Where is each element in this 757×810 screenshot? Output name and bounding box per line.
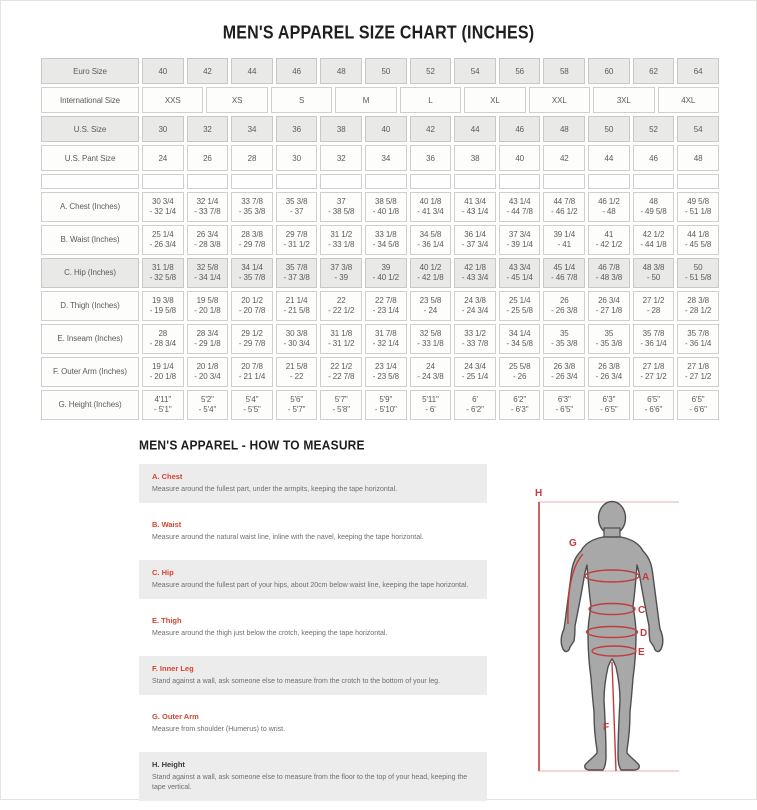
size-range-cell: 26 3/8 - 26 3/4 [543, 357, 585, 387]
row-label: G. Height (Inches) [41, 390, 139, 420]
size-input-cell[interactable] [365, 174, 407, 189]
size-cell: XS [206, 87, 267, 113]
size-cell: 26 [187, 145, 229, 171]
size-range-cell: 44 1/8 - 45 5/8 [677, 225, 719, 255]
size-input-cell[interactable] [588, 174, 630, 189]
size-cell: 36 [410, 145, 452, 171]
size-range-cell: 6' - 6'2" [454, 390, 496, 420]
size-input-cell[interactable] [454, 174, 496, 189]
size-range-cell: 25 1/4 - 26 3/4 [142, 225, 184, 255]
table-row [41, 145, 719, 171]
size-cell: 62 [633, 58, 675, 84]
size-range-cell: 44 7/8 - 46 1/2 [543, 192, 585, 222]
size-cell: 42 [187, 58, 229, 84]
size-range-cell: 33 7/8 - 35 3/8 [231, 192, 273, 222]
figure-label-g: G [568, 538, 577, 549]
figure-label-f: F [602, 722, 609, 733]
row-label: U.S. Size [41, 116, 139, 142]
size-cell: 28 [231, 145, 273, 171]
size-cell: XXS [142, 87, 203, 113]
table-row [41, 324, 719, 354]
row-label: A. Chest (Inches) [41, 192, 139, 222]
size-cell: 30 [142, 116, 184, 142]
size-table [41, 58, 719, 420]
size-range-cell: 6'5" - 6'6" [633, 390, 675, 420]
size-cell: 48 [677, 145, 719, 171]
size-input-cell[interactable] [142, 174, 184, 189]
size-cell: S [271, 87, 332, 113]
size-input-cell[interactable] [633, 174, 675, 189]
size-cell: 58 [543, 58, 585, 84]
size-cell: 3XL [593, 87, 654, 113]
size-range-cell: 35 7/8 - 36 1/4 [633, 324, 675, 354]
size-range-cell: 26 3/4 - 27 1/8 [588, 291, 630, 321]
size-range-cell: 22 - 22 1/2 [320, 291, 362, 321]
figure-wrap [487, 464, 716, 810]
measure-section-text: Measure around the natural waist line, inline with the navel, keeping the tape horizontal. [152, 534, 424, 541]
size-cell: 54 [454, 58, 496, 84]
size-range-cell: 6'3" - 6'5" [543, 390, 585, 420]
row-label: E. Inseam (Inches) [41, 324, 139, 354]
size-range-cell: 40 1/8 - 41 3/4 [410, 192, 452, 222]
measure-section-heading: F. Inner Leg [152, 664, 194, 673]
size-cell: 38 [320, 116, 362, 142]
size-range-cell: 23 5/8 - 24 [410, 291, 452, 321]
size-cell: 24 [142, 145, 184, 171]
size-range-cell: 48 - 49 5/8 [633, 192, 675, 222]
size-range-cell: 28 - 28 3/4 [142, 324, 184, 354]
size-range-cell: 5'4" - 5'5" [231, 390, 273, 420]
size-input-cell[interactable] [543, 174, 585, 189]
size-cell: 34 [231, 116, 273, 142]
size-cell: 48 [320, 58, 362, 84]
measure-title: MEN'S APPAREL - HOW TO MEASURE [139, 437, 365, 453]
table-row [41, 225, 719, 255]
size-cell: 30 [276, 145, 318, 171]
size-range-cell: 26 3/8 - 26 3/4 [588, 357, 630, 387]
measure-section-heading: H. Height [152, 760, 185, 769]
size-range-cell: 32 5/8 - 34 1/4 [187, 258, 229, 288]
size-cell: 46 [633, 145, 675, 171]
size-range-cell: 22 7/8 - 23 1/4 [365, 291, 407, 321]
size-range-cell: 25 1/4 - 25 5/8 [499, 291, 541, 321]
size-range-cell: 46 1/2 - 48 [588, 192, 630, 222]
size-range-cell: 24 - 24 3/8 [410, 357, 452, 387]
size-cell: 4XL [658, 87, 719, 113]
size-range-cell: 35 - 35 3/8 [543, 324, 585, 354]
size-cell: 60 [588, 58, 630, 84]
size-range-cell: 4'11" - 5'1" [142, 390, 184, 420]
size-range-cell: 40 1/2 - 42 1/8 [410, 258, 452, 288]
table-row [41, 192, 719, 222]
size-range-cell: 27 1/2 - 28 [633, 291, 675, 321]
size-range-cell: 28 3/4 - 29 1/8 [187, 324, 229, 354]
size-range-cell: 39 - 40 1/2 [365, 258, 407, 288]
size-input-cell[interactable] [320, 174, 362, 189]
size-range-cell: 6'2" - 6'3" [499, 390, 541, 420]
size-range-cell: 23 1/4 - 23 5/8 [365, 357, 407, 387]
size-cell: 50 [365, 58, 407, 84]
size-range-cell: 37 3/8 - 39 [320, 258, 362, 288]
size-cell: 40 [499, 145, 541, 171]
table-row [41, 357, 719, 387]
size-input-cell[interactable] [677, 174, 719, 189]
size-range-cell: 6'3" - 6'5" [588, 390, 630, 420]
measure-section-heading: G. Outer Arm [152, 712, 199, 721]
size-range-cell: 5'7" - 5'8" [320, 390, 362, 420]
measure-section-heading: A. Chest [152, 472, 183, 481]
size-cell: 32 [187, 116, 229, 142]
measure-section-text: Measure from shoulder (Humerus) to wrist. [152, 726, 286, 733]
size-range-cell: 6'5" - 6'6" [677, 390, 719, 420]
size-range-cell: 35 7/8 - 37 3/8 [276, 258, 318, 288]
size-cell: 42 [410, 116, 452, 142]
size-range-cell: 31 1/8 - 31 1/2 [320, 324, 362, 354]
size-range-cell: 33 1/2 - 33 7/8 [454, 324, 496, 354]
size-range-cell: 38 5/8 - 40 1/8 [365, 192, 407, 222]
size-range-cell: 19 5/8 - 20 1/8 [187, 291, 229, 321]
measure-section-heading: B. Waist [152, 520, 182, 529]
size-range-cell: 30 3/4 - 32 1/4 [142, 192, 184, 222]
size-range-cell: 21 5/8 - 22 [276, 357, 318, 387]
size-range-cell: 35 3/8 - 37 [276, 192, 318, 222]
size-range-cell: 5'11" - 6' [410, 390, 452, 420]
measure-section-text: Measure around the fullest part, under the armpits, keeping the tape horizontal. [152, 486, 398, 493]
size-range-cell: 29 7/8 - 31 1/2 [276, 225, 318, 255]
size-range-cell: 28 3/8 - 28 1/2 [677, 291, 719, 321]
size-range-cell: 21 1/4 - 21 5/8 [276, 291, 318, 321]
figure-label-e: E [637, 647, 645, 658]
size-cell: 44 [454, 116, 496, 142]
size-range-cell: 37 - 38 5/8 [320, 192, 362, 222]
size-range-cell: 20 1/2 - 20 7/8 [231, 291, 273, 321]
measure-section-text: Stand against a wall, ask someone else to measure from the crotch to the bottom of your leg. [152, 678, 440, 685]
size-cell: 50 [588, 116, 630, 142]
size-cell: 44 [231, 58, 273, 84]
size-range-cell: 36 1/4 - 37 3/4 [454, 225, 496, 255]
size-cell: 32 [320, 145, 362, 171]
measure-section [139, 512, 487, 551]
size-cell: 42 [543, 145, 585, 171]
size-range-cell: 35 7/8 - 36 1/4 [677, 324, 719, 354]
size-range-cell: 34 1/4 - 35 7/8 [231, 258, 273, 288]
size-range-cell: 50 - 51 5/8 [677, 258, 719, 288]
size-range-cell: 46 7/8 - 48 3/8 [588, 258, 630, 288]
size-range-cell: 26 - 26 3/8 [543, 291, 585, 321]
table-row [41, 87, 719, 113]
size-range-cell: 33 1/8 - 34 5/8 [365, 225, 407, 255]
row-label: B. Waist (Inches) [41, 225, 139, 255]
row-label: International Size [41, 87, 139, 113]
measure-section [139, 656, 487, 695]
size-cell: 48 [543, 116, 585, 142]
size-range-cell: 31 7/8 - 32 1/4 [365, 324, 407, 354]
figure-label-h: H [534, 488, 542, 499]
row-label [41, 174, 139, 189]
size-cell: 56 [499, 58, 541, 84]
figure-label-c: C [637, 605, 645, 616]
size-cell: 52 [410, 58, 452, 84]
measure-section-heading: E. Thigh [152, 616, 182, 625]
size-input-cell[interactable] [410, 174, 452, 189]
size-range-cell: 34 1/4 - 34 5/8 [499, 324, 541, 354]
size-range-cell: 20 1/8 - 20 3/4 [187, 357, 229, 387]
table-row [41, 58, 719, 84]
figure-label-d: D [639, 628, 647, 639]
size-range-cell: 34 5/8 - 36 1/4 [410, 225, 452, 255]
size-range-cell: 42 1/8 - 43 3/4 [454, 258, 496, 288]
table-row [41, 390, 719, 420]
size-cell: L [400, 87, 461, 113]
measure-section-heading: C. Hip [152, 568, 174, 577]
measure-sections [139, 464, 487, 810]
table-row [41, 116, 719, 142]
size-range-cell: 41 3/4 - 43 1/4 [454, 192, 496, 222]
size-range-cell: 26 3/4 - 28 3/8 [187, 225, 229, 255]
size-input-cell[interactable] [187, 174, 229, 189]
size-range-cell: 49 5/8 - 51 1/8 [677, 192, 719, 222]
size-cell: 46 [499, 116, 541, 142]
size-range-cell: 29 1/2 - 29 7/8 [231, 324, 273, 354]
size-cell: 40 [365, 116, 407, 142]
row-label: C. Hip (Inches) [41, 258, 139, 288]
size-range-cell: 41 - 42 1/2 [588, 225, 630, 255]
size-range-cell: 32 5/8 - 33 1/8 [410, 324, 452, 354]
table-row [41, 174, 719, 189]
size-range-cell: 24 3/4 - 25 1/4 [454, 357, 496, 387]
measure-section-text: Measure around the fullest part of your hips, about 20cm below waist line, keeping the tape horizontal. [152, 582, 469, 589]
inner-leg-measure-line [612, 662, 616, 771]
body-measurement-figure [517, 466, 687, 806]
size-range-cell: 43 1/4 - 44 7/8 [499, 192, 541, 222]
size-input-cell[interactable] [499, 174, 541, 189]
size-range-cell: 37 3/4 - 39 1/4 [499, 225, 541, 255]
row-label: Euro Size [41, 58, 139, 84]
size-cell: 52 [633, 116, 675, 142]
measure-section [139, 752, 487, 801]
size-range-cell: 32 1/4 - 33 7/8 [187, 192, 229, 222]
chart-title: MEN'S APPAREL SIZE CHART (INCHES) [222, 23, 535, 44]
size-range-cell: 5'2" - 5'4" [187, 390, 229, 420]
size-cell: M [335, 87, 396, 113]
size-input-cell[interactable] [276, 174, 318, 189]
figure-label-a: A [641, 572, 649, 583]
measure-section-text: Measure around the thigh just below the crotch, keeping the tape horizontal. [152, 630, 388, 637]
row-label: D. Thigh (Inches) [41, 291, 139, 321]
size-cell: 40 [142, 58, 184, 84]
size-cell: 38 [454, 145, 496, 171]
size-input-cell[interactable] [231, 174, 273, 189]
size-range-cell: 48 3/8 - 50 [633, 258, 675, 288]
size-range-cell: 28 3/8 - 29 7/8 [231, 225, 273, 255]
measure-area [139, 464, 716, 810]
size-range-cell: 19 1/4 - 20 1/8 [142, 357, 184, 387]
size-cell: 54 [677, 116, 719, 142]
size-cell: XL [464, 87, 525, 113]
measure-section [139, 560, 487, 599]
measure-section [139, 704, 487, 743]
row-label: U.S. Pant Size [41, 145, 139, 171]
size-range-cell: 43 3/4 - 45 1/4 [499, 258, 541, 288]
size-cell: 44 [588, 145, 630, 171]
size-range-cell: 22 1/2 - 22 7/8 [320, 357, 362, 387]
measure-section [139, 608, 487, 647]
size-cell: 46 [276, 58, 318, 84]
size-cell: 36 [276, 116, 318, 142]
size-range-cell: 5'9" - 5'10" [365, 390, 407, 420]
size-range-cell: 42 1/2 - 44 1/8 [633, 225, 675, 255]
size-range-cell: 24 3/8 - 24 3/4 [454, 291, 496, 321]
size-range-cell: 27 1/8 - 27 1/2 [677, 357, 719, 387]
size-range-cell: 20 7/8 - 21 1/4 [231, 357, 273, 387]
size-range-cell: 25 5/8 - 26 [499, 357, 541, 387]
size-cell: XXL [529, 87, 590, 113]
size-range-cell: 19 3/8 - 19 5/8 [142, 291, 184, 321]
measure-section [139, 464, 487, 503]
size-range-cell: 5'6" - 5'7" [276, 390, 318, 420]
size-range-cell: 27 1/8 - 27 1/2 [633, 357, 675, 387]
row-label: F. Outer Arm (Inches) [41, 357, 139, 387]
size-range-cell: 31 1/8 - 32 5/8 [142, 258, 184, 288]
size-range-cell: 39 1/4 - 41 [543, 225, 585, 255]
size-cell: 34 [365, 145, 407, 171]
measure-section-text: Stand against a wall, ask someone else to measure from the floor to the top of your head, keeping the tape vertical. [152, 774, 468, 791]
size-range-cell: 31 1/2 - 33 1/8 [320, 225, 362, 255]
table-row [41, 291, 719, 321]
table-row [41, 258, 719, 288]
size-range-cell: 30 3/8 - 30 3/4 [276, 324, 318, 354]
size-cell: 64 [677, 58, 719, 84]
size-range-cell: 45 1/4 - 46 7/8 [543, 258, 585, 288]
size-range-cell: 35 - 35 3/8 [588, 324, 630, 354]
